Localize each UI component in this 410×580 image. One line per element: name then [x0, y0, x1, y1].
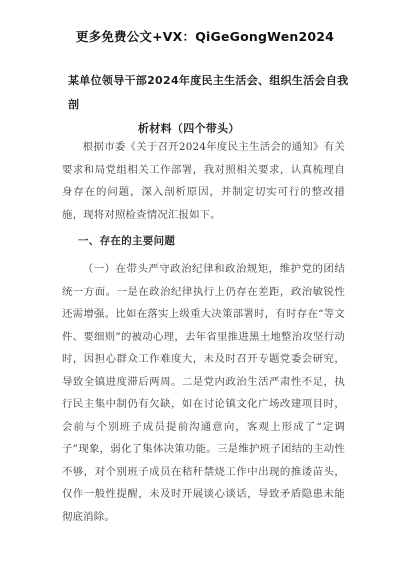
document-title: [68, 69, 350, 141]
section-paragraph: （一）在带头严守政治纪律和政治规矩，维护党的团结统一方面。一是在政治纪律执行上仍存在差距，政治敏锐性还需增强。比如在落实上级重大决策部署时，有时存在“等文件、要细则”的被动心理，去年省里推进黑土地整治攻坚行动时，因担心群众工作难度大，未及时召开专题党委会研究，导致全镇进度滞后两周。二是党内政治生活严肃性不足，执行民主集中制仍有欠缺，如在讨论镇文化广场改建项目时，会前与个别班子成员提前沟通意向，客观上形成了“定调子”现象，弱化了集体决策功能。三是维护班子团结的主动性不够，对个别班子成员在秸秆禁烧工作中出现的推诿苗头，仅作一般性提醒，未及时开展谈心谈话，导致矛盾隐患未能彻底消除。: [62, 263, 345, 523]
section-heading: 一、存在的主要问题: [78, 235, 176, 247]
document-title-line-2: 析材料（四个带头）: [138, 122, 240, 135]
promo-header-line: 更多免费公文+VX：QiGeGongWen2024: [75, 29, 335, 44]
intro-paragraph: 根据市委《关于召开2024年度民主生活会的通知》有关要求和局党组相关工作部署，我对照相关要求，认真梳理自身存在的问题，深入剖析原因，并制定切实可行的整改措施，现将对照检查情况汇报如下。: [62, 141, 345, 221]
document-title-line-1: 某单位领导干部2024年度民主生活会、组织生活会自我剖: [68, 74, 349, 111]
